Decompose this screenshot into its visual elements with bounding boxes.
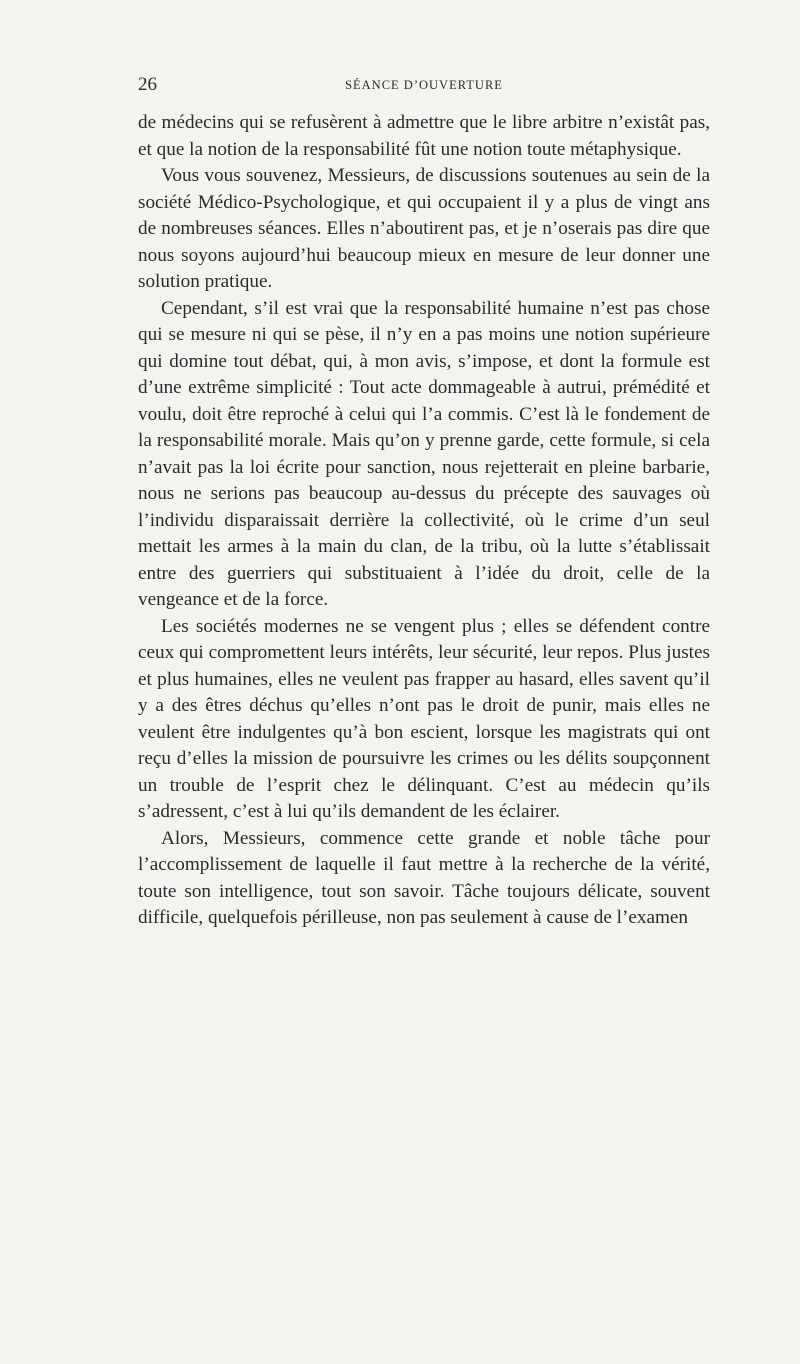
body-text bbox=[138, 110, 710, 932]
running-title: SÉANCE D’OUVERTURE bbox=[345, 78, 503, 92]
paragraph-1: de médecins qui se refusèrent à admettre que le libre arbitre n’existât pas, et que la notion de la responsabilité fût une notion toute métaphysique. bbox=[138, 112, 710, 160]
running-head bbox=[138, 74, 710, 98]
page-number: 26 bbox=[138, 74, 157, 95]
paragraph-4: Les sociétés modernes ne se vengent plus ; elles se défendent contre ceux qui compromettent leurs intérêts, leur sécurité, leur repos. Plus justes et plus humaines, elles ne veulent pas frapper au hasard, elles savent qu’il y a des êtres déchus qu’elles n’ont pas le droit de punir, mais elles ne veulent être indulgentes qu’à bon escient, lorsque les magistrats qui ont reçu d’elles la mission de poursuivre les crimes ou les délits soupçonnent un trouble de l’esprit chez le délinquant. C’est au médecin qu’ils s’adressent, c’est à lui qu’ils demandent de les éclairer. bbox=[138, 615, 710, 822]
paragraph-3: Cependant, s’il est vrai que la responsabilité humaine n’est pas chose qui se mesure ni qui se pèse, il n’y en a pas moins une notion supérieure qui domine tout débat, qui, à mon avis, s’impose, et dont la formule est d’une extrême simplicité : Tout acte dommageable à autrui, prémédité et voulu, doit être reproché à celui qui l’a commis. C’est là le fondement de la responsabilité morale. Mais qu’on y prenne garde, cette formule, si cela n’avait pas la loi écrite pour sanction, nous rejetterait en pleine barbarie, nous ne serions pas beaucoup au-dessus du précepte des sauvages où l’individu disparaissait derrière la collectivité, où le crime d’un seul mettait les armes à la main du clan, de la tribu, où la lutte s’établissait entre des guerriers qui substituaient à l’idée du droit, celle de la vengeance et de la force. bbox=[138, 297, 710, 610]
paragraph-5: Alors, Messieurs, commence cette grande et noble tâche pour l’accomplissement de laquelle il faut mettre à la recherche de la vérité, toute son intelligence, tout son savoir. Tâche toujours délicate, souvent difficile, quelquefois périlleuse, non pas seulement à cause de l’examen bbox=[138, 827, 710, 928]
paragraph-2: Vous vous souvenez, Messieurs, de discussions soutenues au sein de la société Médico-Psychologique, et qui occupaient il y a plus de vingt ans de nombreuses séances. Elles n’aboutirent pas, et je n’oserais pas dire que nous soyons aujourd’hui beaucoup mieux en mesure de leur donner une solution pratique. bbox=[138, 165, 710, 292]
